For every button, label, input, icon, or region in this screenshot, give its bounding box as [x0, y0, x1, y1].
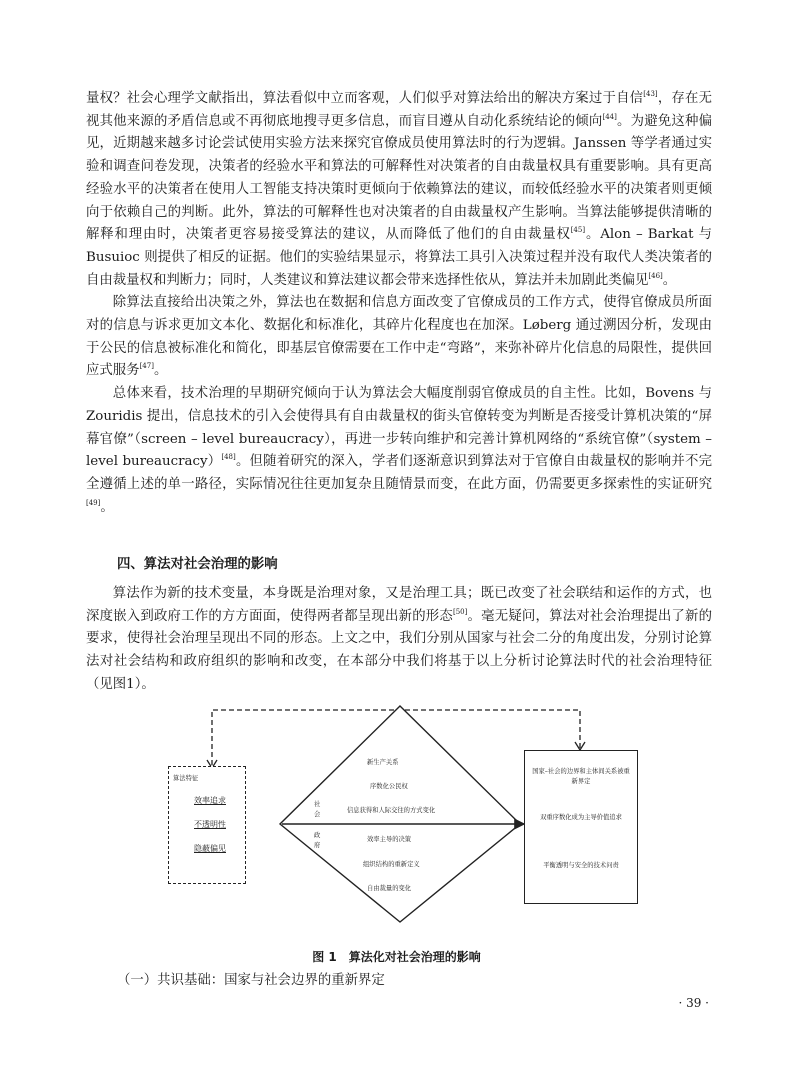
text-run: 总体来看，技术治理的早期研究倾向于认为算法会大幅度削弱官僚成员的自主性。比如，Bovens 与 Zouridis 提出，信息技术的引入会使得具有自由裁量权的街头官僚转变为判断是否接受计算机决策的“屏幕官僚”（screen – level bureaucracy），再进一步转向维护和完善计算机网络的“系统官僚”（system – level bureaucracy）	[86, 386, 712, 470]
body-text-top	[86, 88, 712, 519]
text-run: 。	[662, 272, 677, 288]
body-paragraph	[86, 292, 712, 383]
government-item-3: 自由裁量的变化	[367, 885, 412, 892]
citation-ref: [47]	[139, 362, 154, 371]
body-paragraph	[86, 383, 712, 519]
feature-hidden-bias: 隐蔽偏见	[194, 844, 226, 853]
society-item-3: 信息获得和人际交往的方式变化	[347, 807, 436, 814]
feature-opacity: 不透明性	[194, 820, 226, 829]
body-text-section	[86, 583, 712, 697]
section-paragraph	[86, 583, 712, 697]
text-run: 。	[153, 363, 168, 379]
outcome-1: 国家–社会的边界和主体间关系被重新界定	[532, 768, 630, 785]
citation-ref: [43]	[643, 90, 658, 98]
citation-ref: [45]	[570, 226, 586, 235]
text-run: 。Alon – Barkat 与 Busuioc 则提供了相反的证据。他们的实验结果显示，将算法工具引入决策过程并没有取代人类决策者的自由裁量权和判断力；同时，人类建议和算法建议都会带来选择性依从，算法并未加剧此类偏见	[86, 227, 712, 288]
subsection-heading: （一）共识基础：国家与社会边界的重新界定	[117, 973, 385, 988]
citation-ref: [44]	[602, 112, 617, 121]
citation-ref: [50]	[452, 607, 468, 616]
text-run: 。为避免这种偏见，近期越来越多讨论尝试使用实验方法来探究官僚成员使用算法时的行为逻辑。Janssen 等学者通过实验和调查问卷发现，决策者的经验水平和算法的可解释性对决策者的自由裁量权具有重要影响。具有更高经验水平的决策者在使用人工智能支持决策时更倾向于依赖算法的建议，而较低经验水平的决策者则更倾向于依赖自己的判断。此外，算法的可解释性也对决策者的自由裁量权产生影响。当算法能够提供清晰的解释和理由时，决策者更容易接受算法的建议，从而降低了他们的自由裁量权	[86, 113, 713, 243]
algorithm-features-box	[168, 766, 246, 884]
text-run: ，存在无视其他来源的矛盾信息或不再彻底地搜寻更多信息，而盲目遵从自动化系统结论的倾向	[86, 91, 713, 129]
text-run: 。	[100, 499, 114, 515]
text-run: 量权？社会心理学文献指出，算法看似中立而客观，人们似乎对算法给出的解决方案过于自信	[86, 91, 644, 106]
government-item-1: 效率主导的决策	[367, 836, 412, 843]
citation-ref: [46]	[648, 271, 663, 280]
outcome-2: 双重序数化成为主导价值追求	[540, 814, 622, 821]
government-item-2: 组织结构的重新定义	[363, 861, 420, 868]
feature-efficiency: 效率追求	[194, 796, 226, 805]
diamond-government-label: 政 府	[314, 832, 321, 849]
diamond-society-label: 社 会	[314, 801, 321, 818]
algorithm-features-title: 算法特征	[173, 775, 199, 782]
citation-ref: [49]	[86, 498, 101, 507]
section-heading: 四、算法对社会治理的影响	[117, 557, 278, 572]
figure-1	[160, 700, 640, 930]
text-run: 。但随着研究的深入，学者们逐渐意识到算法对于官僚自由裁量权的影响并不完全遵循上述的单一路径，实际情况往往更加复杂且随情景而变，在此方面，仍需要更多探索性的实证研究	[86, 454, 712, 492]
text-run: 除算法直接给出决策之外，算法也在数据和信息方面改变了官僚成员的工作方式，使得官僚成员所面对的信息与诉求更加文本化、数据化和标准化，其碎片化程度也在加深。Løberg 通过溯因分析，发现由于公民的信息被标准化和简化，即基层官僚需要在工作中走“弯路”，来弥补碎片化信息的局限性，提供回应式服务	[86, 295, 712, 379]
text-run: 算法作为新的技术变量，本身既是治理对象，又是治理工具；既已改变了社会联结和运作的方式，也深度嵌入到政府工作的方方面面，使得两者都呈现出新的形态	[86, 586, 712, 624]
page-number: · 39 ·	[678, 996, 709, 1010]
outcome-3: 平衡透明与安全的技术问责	[543, 862, 619, 869]
society-item-2: 序数化公民权	[370, 783, 408, 790]
citation-ref: [48]	[221, 453, 236, 462]
society-item-1: 新生产关系	[367, 759, 399, 766]
text-run: 。毫无疑问，算法对社会治理提出了新的要求，使得社会治理呈现出不同的形态。上文之中，我们分别从国家与社会二分的角度出发，分别讨论算法对社会结构和政府组织的影响和改变，在本部分中我们将基于以上分析讨论算法时代的社会治理特征（见图1）。	[86, 608, 713, 692]
body-paragraph	[86, 88, 712, 292]
governance-outcomes-box	[524, 750, 638, 904]
figure-caption: 图 1 算法化对社会治理的影响	[312, 950, 481, 964]
